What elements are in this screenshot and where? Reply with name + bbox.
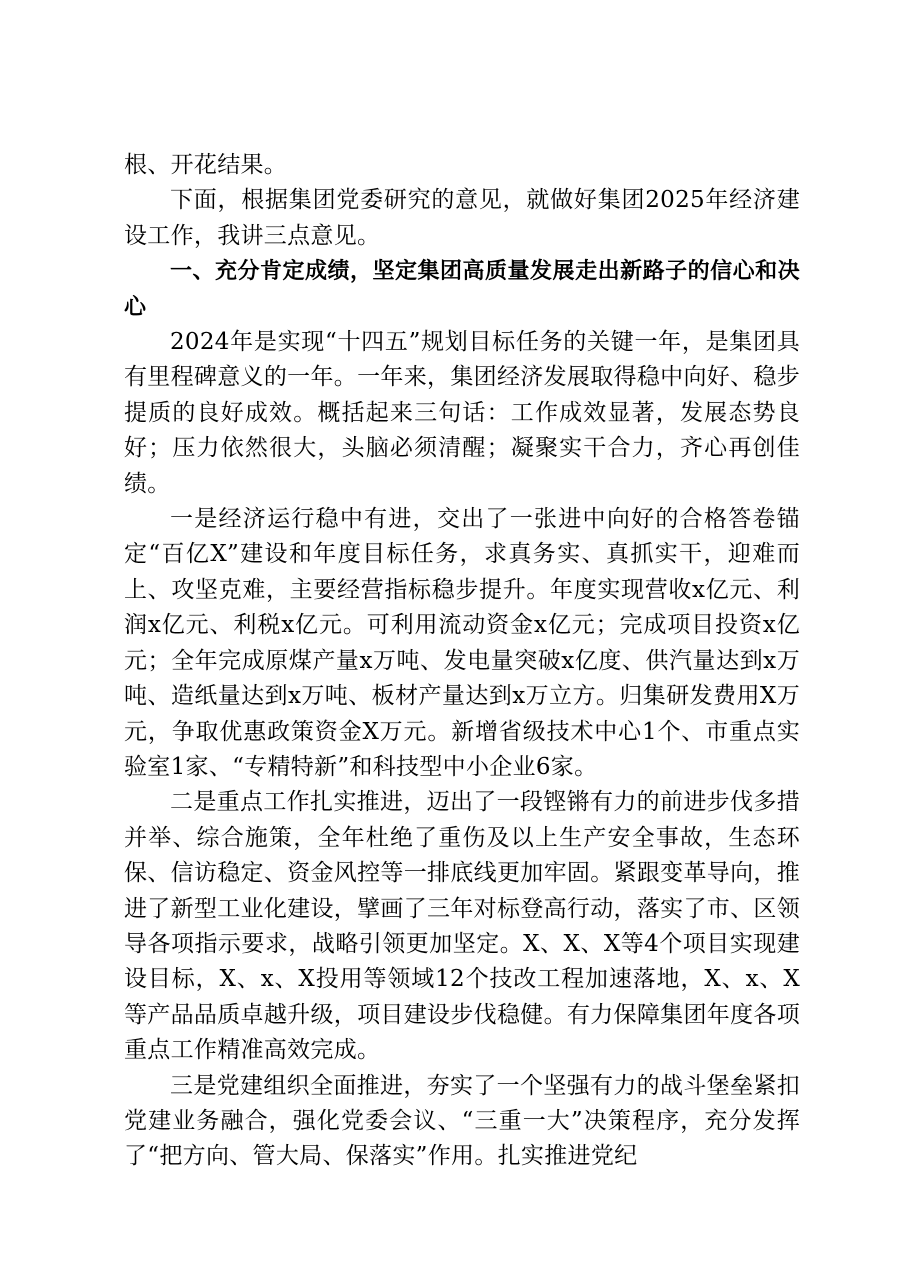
section-heading-1: 一、充分肯定成绩，坚定集团高质量发展走出新路子的信心和决心: [124, 259, 800, 320]
paragraph-intro: 下面，根据集团党委研究的意见，就做好集团2025年经济建设工作，我讲三点意见。: [124, 187, 800, 249]
paragraph-party-building: 三是党建组织全面推进，夯实了一个坚强有力的战斗堡垒紧扣党建业务融合，强化党委会议、“三重一大”决策程序，充分发挥了“把方向、管大局、保落实”作用。扎实推进党纪: [124, 1072, 800, 1170]
paragraph-2024-summary: 2024年是实现“十四五”规划目标任务的关键一年，是集团具有里程碑意义的一年。一年来，集团经济发展取得稳中向好、稳步提质的良好成效。概括起来三句话：工作成效显著，发展态势良好；压力依然很大，头脑必须清醒；凝聚实干合力，齐心再创佳绩。: [124, 329, 800, 497]
paragraph-continuation: 根、开花结果。: [124, 152, 288, 178]
paragraph-economic-operation: 一是经济运行稳中有进，交出了一张进中向好的合格答卷锚定“百亿X”建设和年度目标任务，求真务实、真抓实干，迎难而上、攻坚克难，主要经营指标稳步提升。年度实现营收x亿元、利润x亿元、利税x亿元。可利用流动资金x亿元；完成项目投资x亿元；全年完成原煤产量x万吨、发电量突破x亿度、供汽量达到x万吨、造纸量达到x万吨、板材产量达到x万立方。归集研发费用X万元，争取优惠政策资金X万元。新增省级技术中心1个、市重点实验室1家、“专精特新”和科技型中小企业6家。: [124, 506, 800, 780]
document-body: [124, 148, 800, 1175]
paragraph-key-work: 二是重点工作扎实推进，迈出了一段铿锵有力的前进步伐多措并举、综合施策，全年杜绝了重伤及以上生产安全事故，生态环保、信访稳定、资金风控等一排底线更加牢固。紧跟变革导向，推进了新型工业化建设，擘画了三年对标登高行动，落实了市、区领导各项指示要求，战略引领更加坚定。X、X、X等4个项目实现建设目标，X、x、X投用等领域12个技改工程加速落地，X、x、X等产品品质卓越升级，项目建设步伐稳健。有力保障集团年度各项重点工作精准高效完成。: [124, 789, 800, 1064]
